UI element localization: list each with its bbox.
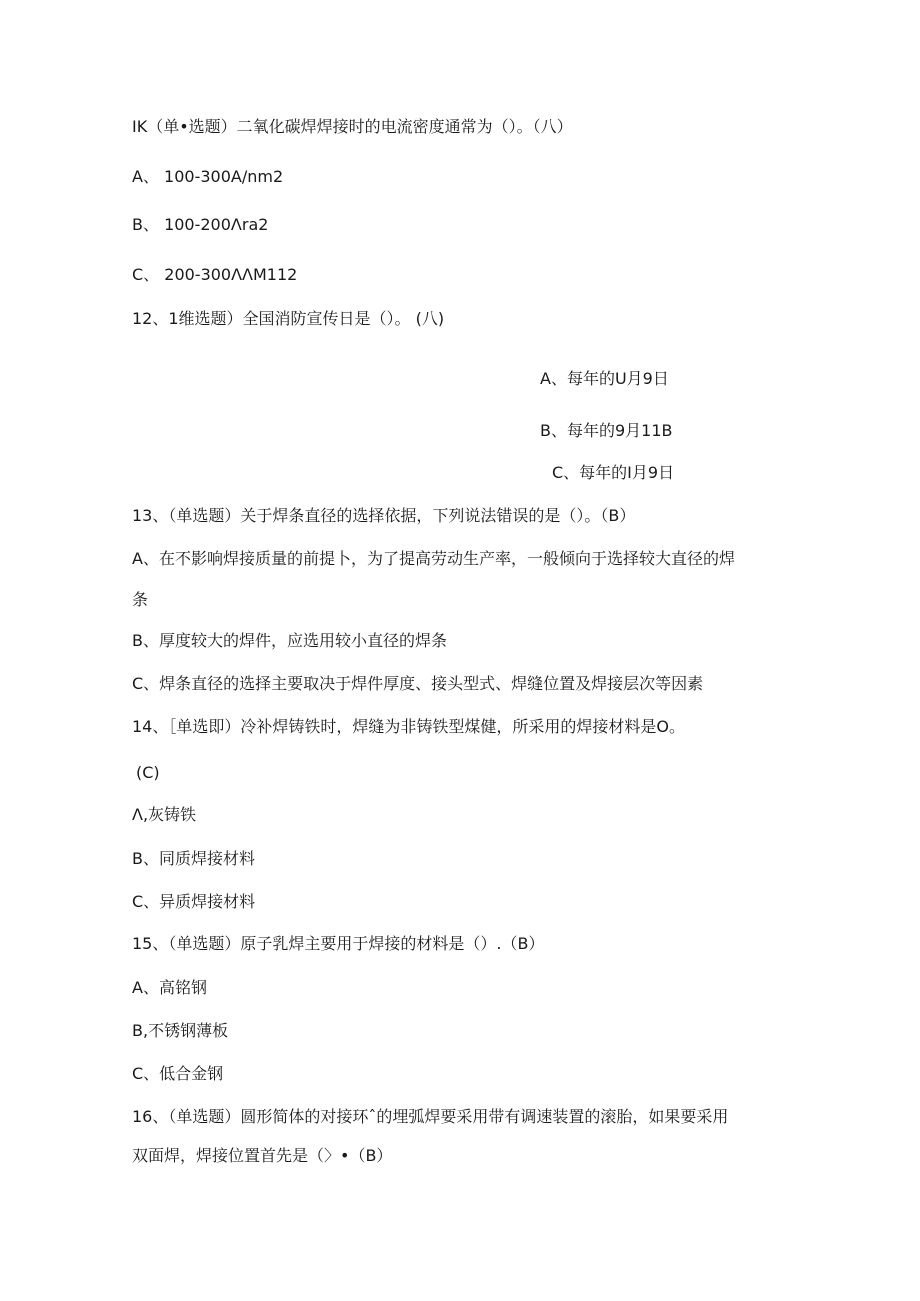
question-13-stem: 13、（单选题）关于焊条直径的选择依据，下列说法错误的是（）。（B） xyxy=(132,506,636,525)
question-16-stem-line1: 16、（单选题）圆形简体的对接环ˆ的埋弧焊要采用带有调速装置的滚胎，如果要采用 xyxy=(132,1107,729,1126)
q15-option-b: B,不锈钢薄板 xyxy=(132,1021,229,1040)
question-12-stem: 12、1维选题）全国消防宣传日是（）。 (八) xyxy=(132,309,445,328)
q12-option-c: C、每年的I月9日 xyxy=(552,463,675,482)
question-14-stem: 14、［单选即）冷补焊铸铁时，焊缝为非铸铁型煤健，所采用的焊接材料是O。 xyxy=(132,717,685,736)
q12-option-b: B、每年的9月11B xyxy=(540,421,673,440)
q14-option-c: C、异质焊接材料 xyxy=(132,892,256,911)
question-11-stem: IK（单•选题）二氧化碳焊焊接时的电流密度通常为（）。（八） xyxy=(132,117,573,136)
q14-answer: (C) xyxy=(136,763,160,782)
q13-option-b: B、厚度较大的焊件，应选用较小直径的焊条 xyxy=(132,631,447,650)
q14-option-a: Λ,灰铸铁 xyxy=(132,805,197,824)
question-16-stem-line2: 双面焊，焊接位置首先是（〉•（B） xyxy=(132,1146,393,1165)
q13-option-a-line2: 条 xyxy=(132,590,149,609)
q11-option-a: A、 100-300A/nm2 xyxy=(132,167,284,186)
q11-option-c: C、 200-300ΛΛM112 xyxy=(132,265,298,284)
question-15-stem: 15、（单选题）原子乳焊主要用于焊接的材料是（）.（B） xyxy=(132,934,545,953)
q13-option-c: C、焊条直径的选择主要取决于焊件厚度、接头型式、焊缝位置及焊接层次等因素 xyxy=(132,674,704,693)
q14-option-b: B、同质焊接材料 xyxy=(132,849,255,868)
q12-option-a: A、每年的U月9日 xyxy=(540,369,669,388)
q13-option-a-line1: A、在不影响焊接质量的前提卜，为了提高劳动生产率，一般倾向于选择较大直径的焊 xyxy=(132,549,735,568)
q11-option-b: B、 100-200Λra2 xyxy=(132,215,269,234)
q15-option-c: C、低合金钢 xyxy=(132,1064,224,1083)
q15-option-a: A、高铭钢 xyxy=(132,978,207,997)
